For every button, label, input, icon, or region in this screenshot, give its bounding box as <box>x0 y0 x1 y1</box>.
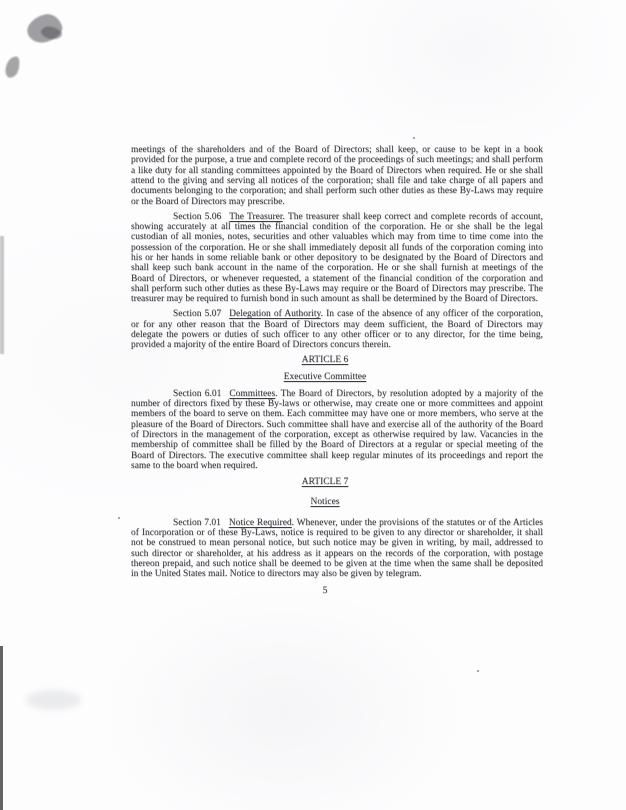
article-6-heading <box>131 355 543 365</box>
scan-ink-blob <box>40 24 64 42</box>
section-7-01-title: Notice Required <box>228 517 292 528</box>
section-7-01-label: Section 7.01 <box>173 517 221 528</box>
section-7-01-body: . Whenever, under the provisions of the statutes or of the Articles of Incorporation or of these By-Laws, notice is required to be given to any director or shareholder, it shall not be construed to mean personal notice, but such notice may be given in writing, by mail, addressed to such director or shareholder, at his address as it appears on the records of the corporation, with postage thereon prepaid, and such notice shall be deemed to be given at the time when the same shall be deposited in the United States mail. Notice to directors may also be given by telegram. <box>131 517 543 580</box>
executive-committee-heading-text: Executive Committee <box>283 372 367 383</box>
scan-speck <box>413 137 415 139</box>
scan-smudge <box>26 690 81 710</box>
section-5-06-label: Section 5.06 <box>173 211 222 222</box>
article-6-heading-text: ARTICLE 6 <box>301 354 349 365</box>
section-5-06-body: . The treasurer shall keep correct and complete records of account, showing accurately at all times the financial condition of the corporation. He or she shall be the legal custodian of all monies, notes, securities and other valuables which may from time to time come into the possession of the corporation. He or she shall immediately deposit all funds of the corporation coming into his or her hands in some reliable bank or other depository to be designated by the Board of Directors and shall keep such bank account in the name of the corporation. He or she shall furnish at meetings of the Board of Directors, or whenever requested, a statement of the financial condition of the corporation and shall perform such other duties as these By-Laws may require or the Board of Directors may prescribe. The treasurer may be required to furnish bond in such amount as shall be determined by the Board of Directors. <box>131 211 543 305</box>
section-5-07-paragraph <box>131 309 543 350</box>
scan-edge-line <box>0 236 4 354</box>
section-7-01-paragraph <box>131 518 543 580</box>
scan-speck <box>118 517 120 519</box>
section-5-06-title: The Treasurer <box>229 211 283 222</box>
executive-committee-heading <box>131 372 543 382</box>
continuation-paragraph: meetings of the shareholders and of the Board of Directors; shall keep, or cause to be kept in a book provided for the purpose, a true and complete record of the proceedings of such meetings; and shall perform a like duty for all standing committees appointed by the Board of Directors when required. He or she shall attend to the giving and serving all notices of the corporation; shall file and take charge of all papers and documents belonging to the corporation; and shall perform such other duties as these By-Laws may require or the Board of Directors may prescribe. <box>131 145 543 207</box>
section-6-01-body: . The Board of Directors, by resolution adopted by a majority of the number of directors fixed by these By-laws or otherwise, may create one or more committees and appoint members of the board to serve on them. Each committee may have one or more members, who serve at the pleasure of the Board of Directors. Such committee shall have and exercise all of the authority of the Board of Directors in the management of the corporation, except as otherwise required by law. Vacancies in the membership of committee shall be filled by the Board of Directors at a regular or special meeting of the Board of Directors. The executive committee shall keep regular minutes of its proceedings and report the same to the board when required. <box>131 388 543 472</box>
section-5-07-label: Section 5.07 <box>173 309 222 320</box>
scan-speck <box>477 670 479 672</box>
article-7-heading <box>131 477 543 487</box>
document-text-block <box>131 145 543 597</box>
section-6-01-title: Committees <box>229 388 276 399</box>
scan-ink-blob <box>24 11 65 46</box>
scan-edge-line <box>0 646 3 810</box>
notices-heading-text: Notices <box>310 497 340 508</box>
section-6-01-paragraph <box>131 389 543 472</box>
page-number: 5 <box>322 586 328 597</box>
scan-ink-mark <box>4 55 21 79</box>
notices-heading <box>131 497 543 507</box>
section-5-06-paragraph <box>131 212 543 305</box>
section-6-01-label: Section 6.01 <box>173 388 222 399</box>
article-7-heading-text: ARTICLE 7 <box>301 477 349 488</box>
section-5-07-title: Delegation of Authority <box>229 309 321 320</box>
section-5-07-body: . In case of the absence of any officer of the corporation, or for any other reason that the Board of Directors may deem sufficient, the Board of Directors may delegate the powers or duties of such officer to any other officer or to any director, for the time being, provided a majority of the entire Board of Directors concurs therein. <box>131 309 543 351</box>
